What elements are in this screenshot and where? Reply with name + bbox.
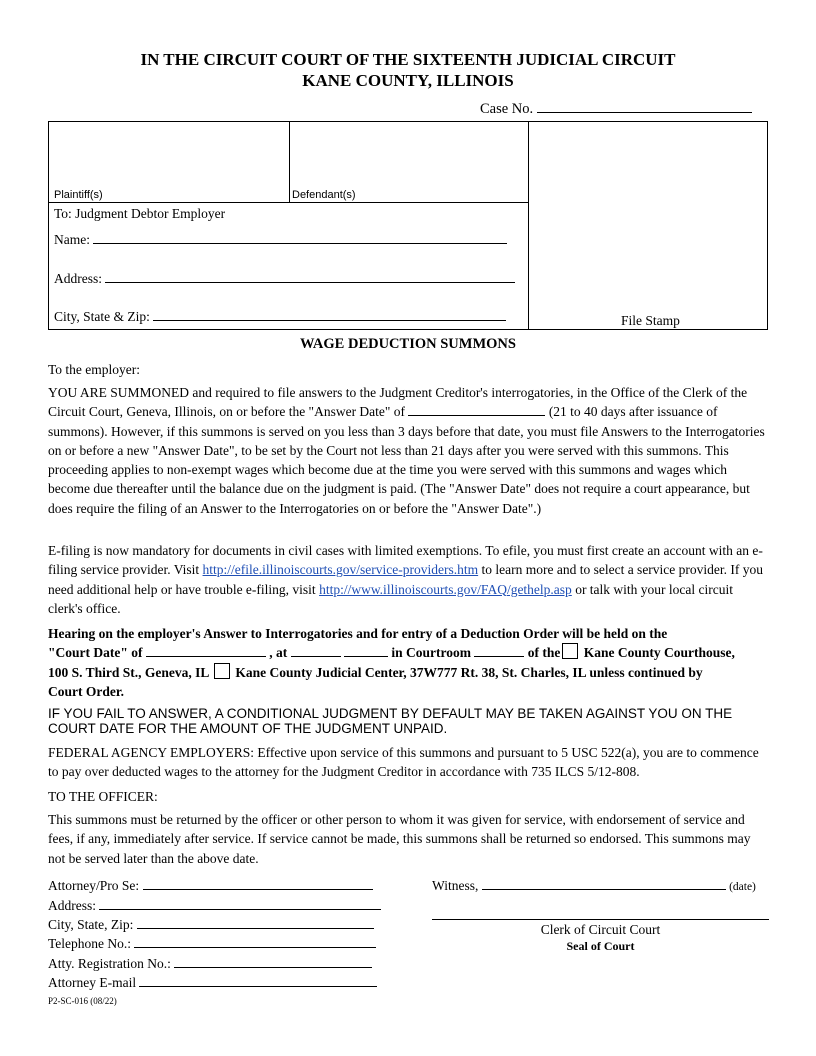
case-no-label: Case No. [480, 101, 534, 117]
efiling-text-a: E-filing is now mandatory for documents in civil cases with limited exemptions. To efile, you must first create an account with an e-filing service provider. Visit [48, 543, 763, 578]
registration-field[interactable] [174, 955, 372, 968]
case-no [480, 100, 752, 118]
atty-address-row [48, 897, 381, 914]
courtroom-label: in Courtroom [391, 645, 471, 661]
of-the-label: of the [527, 645, 561, 661]
name-field[interactable] [93, 231, 507, 244]
hearing-line2 [48, 643, 788, 662]
party-box [48, 121, 768, 330]
file-stamp-label: File Stamp [621, 313, 680, 328]
case-no-field[interactable] [537, 100, 752, 113]
court-title: IN THE CIRCUIT COURT OF THE SIXTEENTH JUDICIAL CIRCUIT [140, 50, 676, 69]
hearing-line1: Hearing on the employer's Answer to Interrogatories and for entry of a Deduction Order will be held on the [48, 626, 668, 641]
gethelp-link[interactable]: http://www.illinoiscourts.gov/FAQ/gethelp.asp [319, 581, 572, 597]
atty-address-label: Address: [48, 898, 96, 913]
hour-field[interactable] [291, 644, 341, 657]
city-field[interactable] [153, 308, 506, 321]
email-label: Attorney E-mail [48, 975, 137, 990]
telephone-field[interactable] [134, 935, 376, 948]
atty-address-field[interactable] [99, 897, 381, 910]
email-field[interactable] [139, 974, 377, 987]
address-row [54, 270, 515, 287]
defendant-label: Defendant(s) [292, 189, 356, 201]
county-title: KANE COUNTY, ILLINOIS [302, 71, 514, 90]
witness-label: Witness, [432, 878, 479, 893]
efiling-paragraph [48, 541, 770, 618]
seal-label: Seal of Court [566, 939, 635, 953]
to-employer: To the employer: [48, 362, 141, 377]
attorney-row [48, 877, 373, 894]
address-label: Address: [54, 271, 102, 286]
name-label: Name: [54, 232, 90, 247]
courthouse-option: Kane County Courthouse, [583, 645, 735, 661]
efiling-text-b: to learn more and to select a service provider. If you need additional help or have trouble e-filing, visit [48, 562, 764, 597]
judicial-center-option: Kane County Judicial Center, 37W777 Rt. 38, St. Charles, IL unless continued by [235, 664, 703, 680]
service-providers-link[interactable]: http://efile.illinoiscourts.gov/service-providers.htm [202, 562, 479, 578]
at-label: , at [269, 645, 288, 661]
summons-text-b: (21 to 40 days after issuance of summons). However, if this summons is served on you less than 3 days before that date, you must file Answers to the Interrogatories on or before a new "Answer Date", to be set by the Court not less than 21 days after you were served with this summons. This proceeding applies to non-exempt wages which become due at the time you were served with this summons and wages which become due thereafter until the balance due on the judgment is paid. (The "Answer Date" does not require a court appearance, but does require the filing of an Answer to the Interrogatories on or before the "Answer Date".) [48, 404, 765, 516]
court-date-field[interactable] [146, 644, 266, 657]
summons-paragraph [48, 383, 770, 518]
courthouse-address: 100 S. Third St., Geneva, IL [48, 664, 209, 680]
to-officer: TO THE OFFICER: [48, 789, 158, 804]
registration-label: Atty. Registration No.: [48, 956, 171, 971]
judicial-center-checkbox[interactable] [214, 663, 230, 679]
federal-paragraph: FEDERAL AGENCY EMPLOYERS: Effective upon service of this summons and pursuant to 5 USC 522(a), you are to commence to pay over deducted wages to the attorney for the Judgment Creditor in accordance with 735 ILCS 5/12-808. [48, 745, 759, 780]
address-field[interactable] [105, 270, 515, 283]
summons-text-a: YOU ARE SUMMONED and required to file answers to the Judgment Creditor's interrogatories, in the Office of the Clerk of the Circuit Court, Geneva, Illinois, on or before the "Answer Date" of [48, 385, 748, 420]
courtroom-field[interactable] [474, 644, 524, 657]
answer-date-field[interactable] [408, 403, 545, 416]
plaintiff-label: Plaintiff(s) [54, 189, 103, 201]
attorney-field[interactable] [143, 877, 373, 890]
defendant-cell[interactable] [289, 122, 528, 203]
ampm-field[interactable] [344, 644, 388, 657]
clerk-signature-line[interactable] [432, 919, 769, 920]
telephone-label: Telephone No.: [48, 936, 132, 951]
courthouse-checkbox[interactable] [562, 643, 578, 659]
court-date-label: "Court Date" of [48, 645, 143, 661]
hearing-ending: Court Order. [48, 683, 124, 699]
telephone-row [48, 935, 376, 952]
plaintiff-cell[interactable] [49, 122, 290, 203]
city-row [54, 308, 506, 325]
form-id: P2-SC-016 (08/22) [48, 996, 117, 1006]
hearing-paragraph [48, 624, 788, 701]
default-warning: IF YOU FAIL TO ANSWER, A CONDITIONAL JUDGMENT BY DEFAULT MAY BE TAKEN AGAINST YOU ON THE COURT DATE FOR THE AMOUNT OF THE JUDGMENT UNPAID. [48, 706, 733, 736]
to-label: To: Judgment Debtor Employer [54, 206, 226, 221]
clerk-label: Clerk of Circuit Court [540, 922, 661, 937]
name-row [54, 231, 507, 248]
registration-row [48, 955, 372, 972]
file-stamp-cell [528, 122, 768, 329]
hearing-line3 [48, 663, 788, 682]
witness-row [432, 877, 756, 894]
summons-title: WAGE DEDUCTION SUMMONS [300, 336, 516, 352]
attorney-label: Attorney/Pro Se: [48, 878, 140, 893]
email-row [48, 974, 377, 991]
officer-paragraph: This summons must be returned by the officer or other person to whom it was given for service, with endorsement of service and fees, if any, immediately after service. If service cannot be made, this summons shall be returned so endorsed. This summons may not be served later than the above date. [48, 812, 751, 866]
date-label: (date) [729, 881, 756, 893]
witness-field[interactable] [482, 877, 726, 890]
atty-city-row [48, 916, 374, 933]
atty-city-field[interactable] [137, 916, 374, 929]
atty-city-label: City, State, Zip: [48, 917, 134, 932]
efiling-text-c: or talk with your local circuit clerk's office. [48, 581, 734, 616]
city-label: City, State & Zip: [54, 309, 150, 324]
